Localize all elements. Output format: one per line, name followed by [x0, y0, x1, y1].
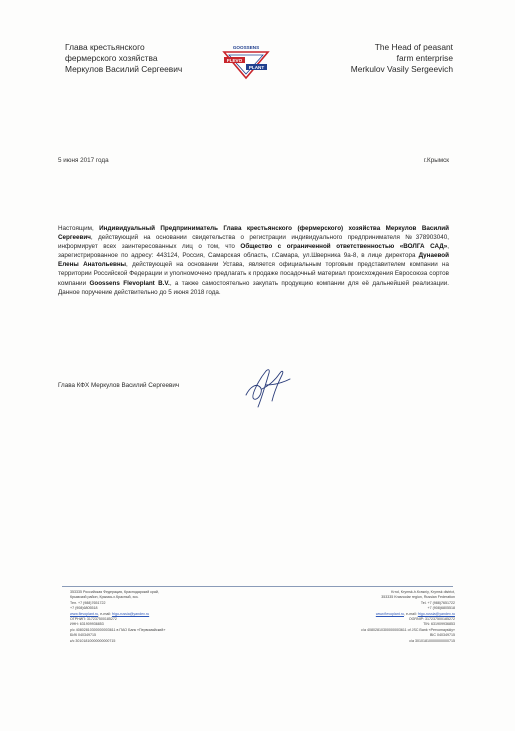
logo-bottom-text: PLANT [248, 64, 265, 70]
footer-right-email-label: , e-mail: [404, 611, 418, 616]
footer-left-line-9: БИК 040349715 [70, 633, 97, 638]
footer-left-line-10: к/с 30101810000000000715 [70, 638, 116, 643]
body-bold-director: Дунаевой Елены Анатольевны [58, 252, 449, 269]
footer-right-line-2: 353335 Krasnodar region, Russian Federation [381, 595, 455, 600]
footer-left-line-8: р/с 40802810300000003611 в ПАО Банк «Первомайский» [70, 627, 166, 632]
header-right-block [293, 42, 453, 75]
footer-left-email-label: , e-mail: [98, 611, 112, 616]
signature-line: Глава КФХ Меркулов Василий Сергеевич [58, 382, 180, 389]
header-right-line-2: farm enterprise [396, 53, 453, 63]
footer-right-line-10: c/a 30101810000000000715 [409, 638, 455, 643]
footer-right-line-1: Krnd, Krymsk-h.Krasniy, Krymsk district, [391, 590, 455, 594]
footer-left-line-4: +7 (908)6805518 [70, 606, 98, 611]
footer-left-line-6: ОГРНИП: 317237500185272 [70, 617, 117, 622]
header-left-block [65, 42, 225, 75]
footer-left-site-link[interactable]: www.flevoplant.ru [70, 611, 99, 616]
body-bold-entrepreneur: Индивидуальный Предприниматель Глава крестьянского (фермерского) хозяйства Меркулов Василий Сергеевич [58, 225, 449, 242]
footer-left-line-2: Крымский район, Крымск-х.Красный, хкз. [70, 595, 139, 600]
footer-left-line-1: 353335 Российская Федерация, Краснодарский край, [70, 590, 159, 594]
body-text-3: , зарегистрированное по адресу: 443124, Россия, Самарская область, г.Самара, ул.Шверника 9а-8, в лице директора [58, 243, 449, 260]
footer-left-email-link[interactable]: frigo-russia@yandex.ru [111, 611, 150, 616]
handwritten-signature [236, 361, 296, 411]
date-line [58, 157, 449, 164]
header-left-line-1: Глава крестьянского [65, 42, 145, 52]
header-left-line-3: Меркулов Василий Сергеевич [65, 64, 183, 74]
body-text-1: Настоящим, [58, 225, 100, 232]
footer-left-block [70, 590, 260, 644]
letter-body [58, 224, 449, 297]
body-bold-company: Общество с ограниченной ответственностью «ВОЛГА САД» [240, 243, 448, 251]
footer-left-line-7: ИНН: 631909936853 [70, 622, 104, 627]
footer-right-line-8: c/a 40802810300000003611 of JSC Bank «Pervomayskiy» [361, 627, 455, 632]
letter-city: г.Крымск [423, 157, 449, 164]
footer-divider [62, 586, 453, 587]
body-text-2: , действующий на основании свидетельства о регистрации индивидуального предпринимателя №378903040, информирует всех заинтересованных лиц о том, что [58, 234, 449, 251]
header-left-line-2: фермерского хозяйства [65, 53, 158, 63]
logo-top-text: GOOSSENS [232, 45, 260, 50]
footer-left-line-3: Тел. +7 (988)7651722 [70, 600, 106, 605]
body-bold-goossens: Goossens Flevoplant B.V. [89, 279, 170, 287]
header-right-line-1: The Head of peasant [374, 42, 453, 52]
footer-right-line-9: BIC 040349715 [430, 633, 455, 638]
footer-right-line-3: Tel. +7 (988)7651722 [420, 600, 455, 605]
logo-mid-text: FLEVO [226, 57, 243, 63]
footer-right-line-4: +7 (908)6805518 [427, 606, 455, 611]
body-text-5: , а также самостоятельно закупать продукцию компании для её дальнейшей реализации. Данное поручение действительно до 5 июня 2018 года. [58, 279, 449, 296]
footer-right-email-link[interactable]: frigo-russia@yandex.ru [417, 611, 455, 616]
goossens-flevoplant-logo [220, 44, 272, 82]
footer-right-line-7: TIN: 631909936853 [423, 622, 455, 627]
footer-right-block [265, 590, 455, 644]
body-text-4: , действующей на основании Устава, является официальным торговым представителем компании на территории Российской Федерации и уполномочено предлагать к продаже посадочный материал происхождения Евросоюза сортов компании [58, 261, 449, 287]
footer-right-site-link[interactable]: www.flevoplant.ru [375, 611, 404, 616]
footer-right-line-6: OGRNIP: 317237500185272 [408, 617, 455, 622]
header-right-line-3: Merkulov Vasily Sergeevich [350, 64, 453, 74]
letter-date: 5 июня 2017 года [58, 157, 109, 164]
